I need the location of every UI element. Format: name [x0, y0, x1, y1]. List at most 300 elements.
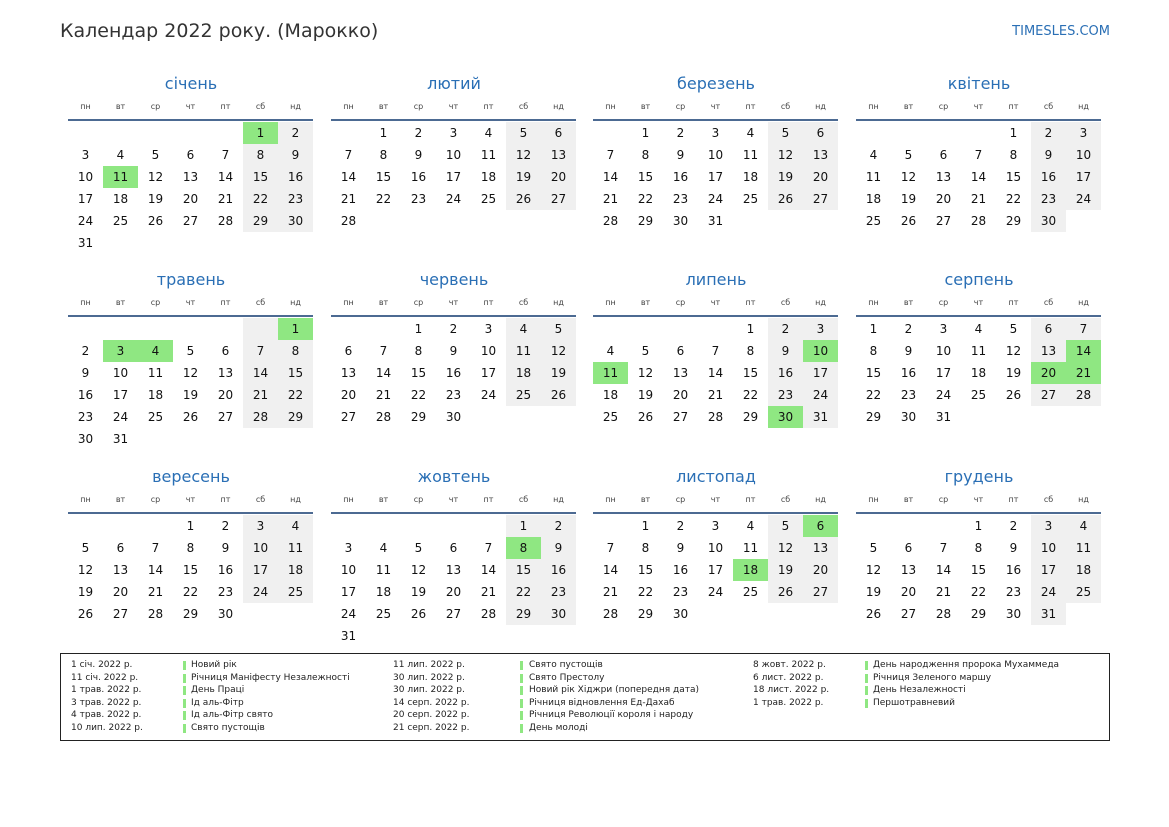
day-cell: 11 — [147, 366, 164, 380]
day-cell: 11 — [742, 148, 759, 162]
day-cell: 16 — [672, 563, 689, 577]
day-cell: 22 — [375, 192, 392, 206]
weekday-label: пн — [868, 102, 879, 111]
day-cell: 25 — [480, 192, 497, 206]
day-cell: 5 — [506, 122, 541, 144]
weekday-label: пт — [1008, 495, 1019, 504]
day-cell: 16 — [445, 366, 462, 380]
day-cell: 5 — [904, 148, 913, 162]
day-cell: 28 — [243, 406, 278, 428]
weekday-label: вт — [115, 102, 126, 111]
day-cell: 30 — [1005, 607, 1022, 621]
day-cell: 17 — [707, 563, 724, 577]
weekday-label: пт — [1008, 102, 1019, 111]
day-cell: 19 — [182, 388, 199, 402]
day-cell: 29 — [1005, 214, 1022, 228]
day-cell: 22 — [182, 585, 199, 599]
weekday-label: сб — [1043, 495, 1054, 504]
day-cell: 15 — [1005, 170, 1022, 184]
weekday-header — [593, 102, 838, 116]
day-cell: 6 — [449, 541, 458, 555]
weekday-label: ср — [150, 495, 161, 504]
day-cell: 14 — [970, 170, 987, 184]
holiday-marker-icon — [520, 724, 523, 733]
weekday-label: вт — [640, 102, 651, 111]
day-cell: 27 — [340, 410, 357, 424]
month-calendar — [68, 467, 314, 657]
day-cell: 14 — [935, 563, 952, 577]
day-cell: 7 — [939, 541, 948, 555]
day-cell: 10 — [243, 537, 278, 559]
day-cell: 15 — [375, 170, 392, 184]
legend-holiday-name: Ід аль-Фітр свято — [191, 710, 274, 721]
day-cell: 11 — [506, 340, 541, 362]
day-cell: 22 — [278, 384, 313, 406]
day-cell: 4 — [278, 515, 313, 537]
day-cell: 24 — [445, 192, 462, 206]
day-cell: 8 — [641, 541, 650, 555]
day-cell: 17 — [445, 170, 462, 184]
day-cell: 6 — [1031, 318, 1066, 340]
weekday-label: чт — [185, 102, 196, 111]
legend-item — [61, 684, 1101, 697]
day-cell: 4 — [1066, 515, 1101, 537]
day-cell: 24 — [935, 388, 952, 402]
day-cell: 28 — [147, 607, 164, 621]
legend-holiday-name: Річниця Маніфесту Незалежності — [191, 672, 350, 683]
weekday-label: пн — [343, 102, 354, 111]
day-cell: 24 — [1066, 188, 1101, 210]
holiday-day-cell: 20 — [1031, 362, 1066, 384]
month-calendar — [331, 74, 577, 264]
day-cell: 18 — [506, 362, 541, 384]
day-cell: 22 — [742, 388, 759, 402]
day-cell: 7 — [484, 541, 493, 555]
day-cell: 23 — [768, 384, 803, 406]
day-cell: 30 — [672, 214, 689, 228]
day-cell: 13 — [217, 366, 234, 380]
day-cell: 19 — [865, 585, 882, 599]
day-cell: 23 — [278, 188, 313, 210]
day-cell: 13 — [935, 170, 952, 184]
day-cell: 27 — [217, 410, 234, 424]
weekday-label: нд — [290, 298, 301, 307]
day-cell: 26 — [637, 410, 654, 424]
day-cell: 9 — [449, 344, 458, 358]
day-cell: 12 — [506, 144, 541, 166]
weekday-label: нд — [815, 102, 826, 111]
day-cell: 17 — [112, 388, 129, 402]
legend-holiday-name: Свято пустощів — [529, 660, 603, 670]
day-cell: 31 — [935, 410, 952, 424]
day-cell: 1 — [379, 126, 388, 140]
day-cell: 1 — [414, 322, 423, 336]
day-cell: 18 — [112, 192, 129, 206]
day-cell: 24 — [340, 607, 357, 621]
day-cell: 25 — [375, 607, 392, 621]
weekday-label: ср — [150, 102, 161, 111]
weekday-label: ср — [938, 102, 949, 111]
day-cell: 5 — [768, 122, 803, 144]
weekday-label: сб — [255, 298, 266, 307]
day-cell: 1 — [869, 322, 878, 336]
day-cell: 6 — [939, 148, 948, 162]
day-cell: 19 — [506, 166, 541, 188]
day-cell: 22 — [637, 585, 654, 599]
weekday-header — [856, 495, 1101, 509]
weekday-header — [856, 298, 1101, 312]
month-name: червень — [419, 270, 489, 289]
day-cell: 7 — [1066, 318, 1101, 340]
day-cell: 24 — [112, 410, 129, 424]
day-cell: 8 — [414, 344, 423, 358]
day-cell: 29 — [182, 607, 199, 621]
day-cell: 2 — [414, 126, 423, 140]
day-cell: 16 — [278, 166, 313, 188]
weekday-header — [331, 102, 576, 116]
holiday-day-cell: 30 — [768, 406, 803, 428]
day-cell: 14 — [602, 563, 619, 577]
day-cell: 25 — [602, 410, 619, 424]
day-cell: 5 — [151, 148, 160, 162]
weekday-header — [68, 298, 313, 312]
day-cell: 11 — [278, 537, 313, 559]
legend-date: 4 трав. 2022 р. — [71, 710, 142, 721]
day-cell: 25 — [865, 214, 882, 228]
holiday-day-cell: 14 — [1066, 340, 1101, 362]
weekday-label: нд — [1078, 102, 1089, 111]
weekday-label: пт — [483, 298, 494, 307]
legend-date: 11 січ. 2022 р. — [71, 672, 139, 683]
holiday-day-cell: 21 — [1066, 362, 1101, 384]
day-cell: 9 — [676, 541, 685, 555]
day-cell: 29 — [278, 406, 313, 428]
weekday-label: ср — [938, 298, 949, 307]
day-cell: 29 — [865, 410, 882, 424]
weekday-label: вт — [640, 495, 651, 504]
header-rule — [856, 512, 1101, 514]
day-cell: 23 — [77, 410, 94, 424]
legend-holiday-name: Річниця відновлення Ед-Дахаб — [529, 697, 675, 708]
day-cell: 27 — [541, 188, 576, 210]
day-cell: 2 — [676, 126, 685, 140]
day-cell: 3 — [484, 322, 493, 336]
day-cell: 2 — [541, 515, 576, 537]
weekday-label: ср — [675, 102, 686, 111]
day-cell: 7 — [606, 541, 615, 555]
weekday-label: вт — [378, 298, 389, 307]
day-cell: 10 — [112, 366, 129, 380]
holiday-marker-icon — [865, 674, 868, 683]
day-cell: 13 — [900, 563, 917, 577]
day-cell: 11 — [865, 170, 882, 184]
day-cell: 21 — [147, 585, 164, 599]
day-cell: 4 — [606, 344, 615, 358]
weekday-label: пт — [483, 495, 494, 504]
day-cell: 2 — [221, 519, 230, 533]
weekday-label: чт — [448, 102, 459, 111]
day-cell: 12 — [637, 366, 654, 380]
day-cell: 5 — [1009, 322, 1018, 336]
day-cell: 18 — [602, 388, 619, 402]
day-cell: 13 — [445, 563, 462, 577]
day-cell: 6 — [116, 541, 125, 555]
weekday-label: ср — [413, 495, 424, 504]
day-cell: 10 — [1031, 537, 1066, 559]
day-cell: 5 — [414, 541, 423, 555]
weekday-label: ср — [675, 495, 686, 504]
day-cell: 10 — [480, 344, 497, 358]
weekday-label: нд — [815, 298, 826, 307]
day-cell: 24 — [707, 585, 724, 599]
weekday-label: пн — [343, 495, 354, 504]
weekday-label: нд — [290, 102, 301, 111]
day-cell: 26 — [1005, 388, 1022, 402]
day-cell: 4 — [484, 126, 493, 140]
header-rule — [593, 119, 838, 121]
day-cell: 23 — [410, 192, 427, 206]
day-cell: 23 — [445, 388, 462, 402]
weekday-label: нд — [1078, 298, 1089, 307]
day-cell: 18 — [970, 366, 987, 380]
day-cell: 22 — [970, 585, 987, 599]
day-cell: 25 — [742, 192, 759, 206]
day-cell: 2 — [676, 519, 685, 533]
weekday-header — [331, 495, 576, 509]
holiday-marker-icon — [865, 686, 868, 695]
day-cell: 31 — [77, 236, 94, 250]
header-rule — [856, 315, 1101, 317]
month-calendar — [856, 74, 1102, 264]
day-cell: 3 — [1066, 122, 1101, 144]
day-cell: 16 — [1005, 563, 1022, 577]
day-cell: 8 — [186, 541, 195, 555]
day-cell: 9 — [81, 366, 90, 380]
day-cell: 12 — [410, 563, 427, 577]
day-cell: 9 — [1031, 144, 1066, 166]
weekday-label: сб — [780, 495, 791, 504]
day-cell: 20 — [112, 585, 129, 599]
day-cell: 28 — [1066, 384, 1101, 406]
day-cell: 2 — [81, 344, 90, 358]
legend-date: 1 трав. 2022 р. — [71, 685, 142, 696]
legend-holiday-name: Новий рік — [191, 660, 237, 670]
day-cell: 14 — [707, 366, 724, 380]
month-name: жовтень — [417, 467, 491, 486]
day-cell: 1 — [641, 519, 650, 533]
month-name: квітень — [947, 74, 1011, 93]
day-cell: 7 — [974, 148, 983, 162]
day-cell: 6 — [904, 541, 913, 555]
day-cell: 20 — [935, 192, 952, 206]
legend-holiday-name: Річниця Зеленого маршу — [873, 672, 992, 683]
day-cell: 17 — [243, 559, 278, 581]
day-cell: 12 — [1005, 344, 1022, 358]
day-cell: 19 — [900, 192, 917, 206]
day-cell: 20 — [340, 388, 357, 402]
weekday-label: ср — [413, 298, 424, 307]
day-cell: 25 — [742, 585, 759, 599]
day-cell: 14 — [375, 366, 392, 380]
day-cell: 29 — [970, 607, 987, 621]
legend-item — [61, 659, 1101, 672]
day-cell: 16 — [768, 362, 803, 384]
legend-date: 10 лип. 2022 р. — [71, 722, 143, 733]
month-calendar — [593, 270, 839, 460]
day-cell: 19 — [637, 388, 654, 402]
day-cell: 10 — [707, 541, 724, 555]
month-name: грудень — [944, 467, 1014, 486]
day-cell: 31 — [803, 406, 838, 428]
day-cell: 20 — [445, 585, 462, 599]
day-cell: 28 — [217, 214, 234, 228]
day-cell: 1 — [641, 126, 650, 140]
day-cell: 7 — [711, 344, 720, 358]
weekday-label: нд — [290, 495, 301, 504]
day-cell: 24 — [480, 388, 497, 402]
day-cell: 26 — [900, 214, 917, 228]
day-cell: 2 — [768, 318, 803, 340]
day-cell: 9 — [414, 148, 423, 162]
day-cell: 15 — [637, 170, 654, 184]
day-cell: 3 — [449, 126, 458, 140]
day-cell: 16 — [672, 170, 689, 184]
weekday-label: чт — [710, 298, 721, 307]
month-calendar — [331, 270, 577, 460]
day-cell: 24 — [1031, 581, 1066, 603]
legend-holiday-name: Свято Престолу — [529, 672, 605, 683]
month-name: листопад — [676, 467, 756, 486]
day-cell: 17 — [77, 192, 94, 206]
day-cell: 19 — [541, 362, 576, 384]
weekday-label: вт — [903, 298, 914, 307]
holiday-marker-icon — [865, 699, 868, 708]
month-calendar — [331, 467, 577, 657]
legend-date: 18 лист. 2022 р. — [753, 685, 830, 696]
legend-holiday-name: День народження пророка Мухаммеда — [873, 660, 1060, 670]
weekday-label: чт — [973, 495, 984, 504]
holiday-day-cell: 10 — [803, 340, 838, 362]
day-cell: 15 — [637, 563, 654, 577]
day-cell: 22 — [243, 188, 278, 210]
day-cell: 16 — [217, 563, 234, 577]
day-cell: 30 — [900, 410, 917, 424]
day-cell: 19 — [147, 192, 164, 206]
day-cell: 19 — [410, 585, 427, 599]
day-cell: 24 — [707, 192, 724, 206]
weekday-header — [856, 102, 1101, 116]
weekday-label: чт — [448, 495, 459, 504]
day-cell: 15 — [410, 366, 427, 380]
day-cell: 9 — [541, 537, 576, 559]
holiday-marker-icon — [865, 661, 868, 670]
legend-holiday-name: Свято пустощів — [191, 722, 265, 733]
weekday-label: пн — [343, 298, 354, 307]
legend-date: 3 трав. 2022 р. — [71, 697, 142, 708]
day-cell: 30 — [1031, 210, 1066, 232]
day-cell: 29 — [637, 214, 654, 228]
day-cell: 3 — [711, 519, 720, 533]
day-cell: 10 — [77, 170, 94, 184]
day-cell: 30 — [278, 210, 313, 232]
day-cell: 30 — [77, 432, 94, 446]
weekday-label: чт — [973, 298, 984, 307]
day-cell: 9 — [676, 148, 685, 162]
legend-holiday-name: День молоді — [529, 722, 588, 733]
day-cell: 27 — [112, 607, 129, 621]
header-rule — [331, 119, 576, 121]
header-rule — [68, 315, 313, 317]
day-cell: 28 — [602, 214, 619, 228]
day-cell: 2 — [1009, 519, 1018, 533]
day-cell: 13 — [1031, 340, 1066, 362]
legend-holiday-name: Першотравневий — [873, 697, 955, 708]
day-cell: 4 — [379, 541, 388, 555]
day-cell: 3 — [803, 318, 838, 340]
day-cell: 15 — [970, 563, 987, 577]
day-cell: 28 — [970, 214, 987, 228]
month-calendar — [593, 467, 839, 657]
day-cell: 6 — [676, 344, 685, 358]
day-cell: 20 — [217, 388, 234, 402]
weekday-label: чт — [710, 102, 721, 111]
day-cell: 27 — [182, 214, 199, 228]
day-cell: 29 — [506, 603, 541, 625]
day-cell: 26 — [182, 410, 199, 424]
day-cell: 4 — [869, 148, 878, 162]
day-cell: 24 — [803, 384, 838, 406]
day-cell: 28 — [935, 607, 952, 621]
day-cell: 4 — [746, 126, 755, 140]
day-cell: 22 — [506, 581, 541, 603]
day-cell: 23 — [541, 581, 576, 603]
site-link[interactable]: TIMESLES.COM — [1012, 24, 1110, 39]
day-cell: 15 — [278, 362, 313, 384]
weekday-label: сб — [518, 102, 529, 111]
day-cell: 19 — [77, 585, 94, 599]
day-cell: 11 — [375, 563, 392, 577]
day-cell: 13 — [112, 563, 129, 577]
weekend-blank — [243, 318, 278, 340]
day-cell: 2 — [278, 122, 313, 144]
day-cell: 12 — [900, 170, 917, 184]
legend-date: 21 серп. 2022 р. — [393, 722, 470, 733]
day-cell: 13 — [541, 144, 576, 166]
day-cell: 27 — [935, 214, 952, 228]
day-cell: 7 — [379, 344, 388, 358]
legend-date: 14 серп. 2022 р. — [393, 697, 470, 708]
day-cell: 12 — [147, 170, 164, 184]
weekday-label: ср — [150, 298, 161, 307]
day-cell: 27 — [803, 581, 838, 603]
day-cell: 31 — [340, 629, 357, 643]
day-cell: 21 — [375, 388, 392, 402]
weekday-label: сб — [780, 102, 791, 111]
day-cell: 9 — [768, 340, 803, 362]
month-calendar — [856, 467, 1102, 657]
weekday-label: пн — [80, 495, 91, 504]
day-cell: 17 — [1066, 166, 1101, 188]
month-name: березень — [677, 74, 755, 93]
day-cell: 9 — [904, 344, 913, 358]
day-cell: 19 — [768, 559, 803, 581]
day-cell: 26 — [768, 188, 803, 210]
day-cell: 18 — [278, 559, 313, 581]
day-cell: 17 — [935, 366, 952, 380]
day-cell: 10 — [1066, 144, 1101, 166]
day-cell: 15 — [742, 366, 759, 380]
weekday-label: пт — [1008, 298, 1019, 307]
